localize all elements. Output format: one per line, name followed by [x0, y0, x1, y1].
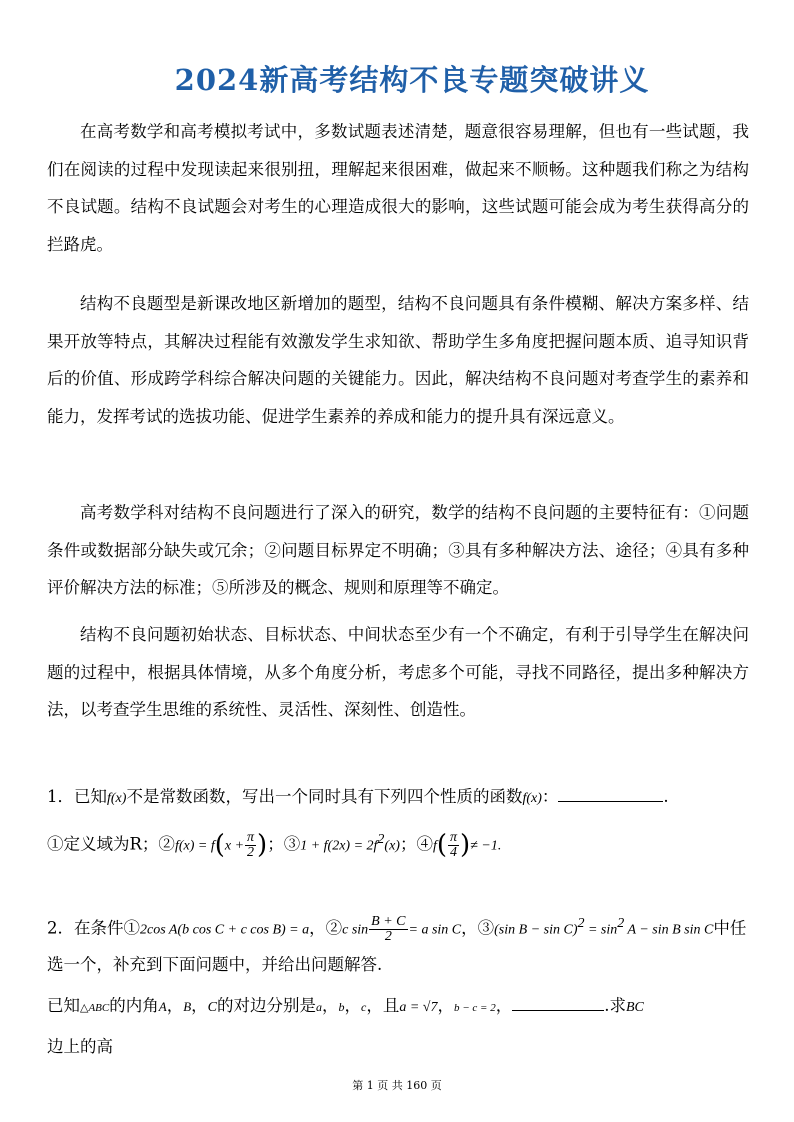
question-1-text: 不是常数函数，写出一个同时具有下列四个性质的函数: [126, 787, 523, 806]
equation-b-minus-c: b − c = 2: [453, 1002, 496, 1014]
paren-right: ): [257, 830, 268, 860]
property-3-math: (x): [384, 838, 400, 854]
answer-blank[interactable]: [558, 783, 663, 802]
frac-denominator: 2: [384, 928, 392, 944]
fraction-pi-over-4: [448, 831, 459, 860]
property-3-math: 1 + f(2x) = 2f: [300, 838, 378, 854]
var-C: C: [207, 1000, 217, 1015]
var-a: a: [316, 1000, 322, 1014]
question-2-line-2: 选一个，补充到下面问题中，并给出问题解答.: [47, 955, 383, 974]
frac-numerator: π: [247, 829, 255, 845]
frac-denominator: 2: [247, 844, 255, 860]
comma: ，: [344, 996, 361, 1015]
exponent: 2: [617, 916, 625, 931]
equation-a: a = √7: [399, 1000, 438, 1015]
var-A: A: [158, 999, 167, 1014]
exponent: 2: [577, 916, 585, 931]
var-c: c: [361, 1000, 367, 1014]
property-4-math: ≠ −1.: [470, 838, 502, 854]
question-2-text: 中任: [713, 918, 747, 938]
fraction-b-plus-c-over-2: [369, 915, 407, 944]
question-1-text: ：: [541, 787, 559, 806]
frac-numerator: π: [450, 829, 458, 845]
question-1-text: 已知: [74, 787, 107, 806]
condition-3-math: A − sin B sin C: [624, 922, 714, 938]
question-1-line-1: [47, 779, 749, 817]
question-2-text: 已知: [47, 996, 80, 1015]
question-2-line-3: [47, 988, 749, 1026]
property-4-math: f: [432, 838, 437, 854]
intro-paragraph-3: 高考数学科对结构不良问题进行了深入的研究，数学的结构不良问题的主要特征有：①问题条件或数据部分缺失或冗余；②问题目标界定不明确；③具有多种解决方法、途径；④具有多种评价解决方法的标准；⑤所涉及的概念、规则和原理等不确定。: [47, 503, 749, 597]
comma: ，: [191, 996, 208, 1015]
fraction-pi-over-2: [245, 831, 256, 860]
property-2-math: f(x) = f: [174, 838, 215, 854]
condition-1-math: 2cos A(b cos C + c cos B) = a: [140, 922, 310, 938]
comma: ，: [166, 996, 184, 1015]
property-2-math: x +: [224, 838, 245, 854]
frac-numerator: B + C: [371, 913, 406, 929]
exponent: 2: [377, 832, 385, 847]
condition-2-math: = a sin C: [408, 922, 462, 938]
question-1-number: 1．: [47, 787, 74, 806]
intro-paragraph-2: 结构不良题型是新课改地区新增加的题型，结构不良问题具有条件模糊、解决方案多样、结果开放等特点，其解决过程能有效激发学生求知欲、帮助学生多角度把握问题本质、追寻知识背后的价值、形成跨学科综合解决问题的关键能力。因此，解决结构不良问题对考查学生的素养和能力，发挥考试的选拔功能、促进学生素养的养成和能力的提升具有深远意义。: [47, 294, 749, 426]
property-1-text: ①定义域为R；②: [47, 834, 175, 854]
intro-paragraph-4: 结构不良问题初始状态、目标状态、中间状态至少有一个不确定，有利于引导学生在解决问题的过程中，根据具体情境，从多个角度分析，考虑多个可能，寻找不同路径，提出多种解决方法，以考查学生思维的系统性、灵活性、深刻性、创造性。: [47, 625, 749, 719]
question-1-period: .: [663, 787, 669, 806]
paren-left: (: [436, 830, 448, 860]
intro-paragraph-1: 在高考数学和高考模拟考试中，多数试题表述清楚，题意很容易理解，但也有一些试题，我们在阅读的过程中发现读起来很别扭，理解起来很困难，做起来不顺畅。这种题我们称之为结构不良试题。结构不良试题会对考生的心理造成很大的影响，这些试题可能会成为考生获得高分的拦路虎。: [47, 122, 749, 254]
comma: ，: [495, 996, 513, 1015]
question-2-line-1: [47, 906, 749, 949]
question-2-text: 的对边分别是: [217, 996, 316, 1015]
condition-2-math: c sin: [342, 922, 369, 938]
property-3-label: ；③: [267, 834, 301, 854]
function-fx: f(x): [522, 791, 542, 806]
question-2-text: ，且: [366, 996, 400, 1015]
comma: ，: [437, 996, 454, 1015]
question-1-line-2: [47, 822, 749, 865]
question-2-text: 在条件①: [74, 918, 140, 938]
paren-left: (: [214, 830, 225, 860]
page-footer: 第 1 页 共 160 页: [352, 1079, 442, 1092]
question-2-text: ，③: [461, 918, 495, 938]
comma: ，: [322, 996, 339, 1015]
frac-denominator: 4: [450, 844, 458, 860]
function-fx: f(x): [107, 791, 127, 806]
question-2-text: 的内角: [109, 996, 159, 1015]
var-b: b: [338, 1000, 345, 1014]
document-title: 2024新高考结构不良专题突破讲义: [174, 63, 650, 97]
question-2-line-4: 边上的高: [47, 1037, 113, 1056]
var-B: B: [183, 999, 192, 1014]
condition-3-math: (sin B − sin C): [494, 922, 578, 938]
segment-bc: BC: [625, 1000, 644, 1015]
answer-blank[interactable]: [512, 992, 604, 1011]
paren-right: ): [460, 830, 471, 860]
question-2-text: .求: [604, 996, 626, 1015]
question-2-text: ，②: [309, 918, 343, 938]
condition-3-math: = sin: [584, 922, 618, 938]
question-2-number: 2．: [47, 918, 74, 938]
property-4-label: ；④: [399, 834, 433, 854]
triangle-abc: △ABC: [80, 1002, 110, 1014]
